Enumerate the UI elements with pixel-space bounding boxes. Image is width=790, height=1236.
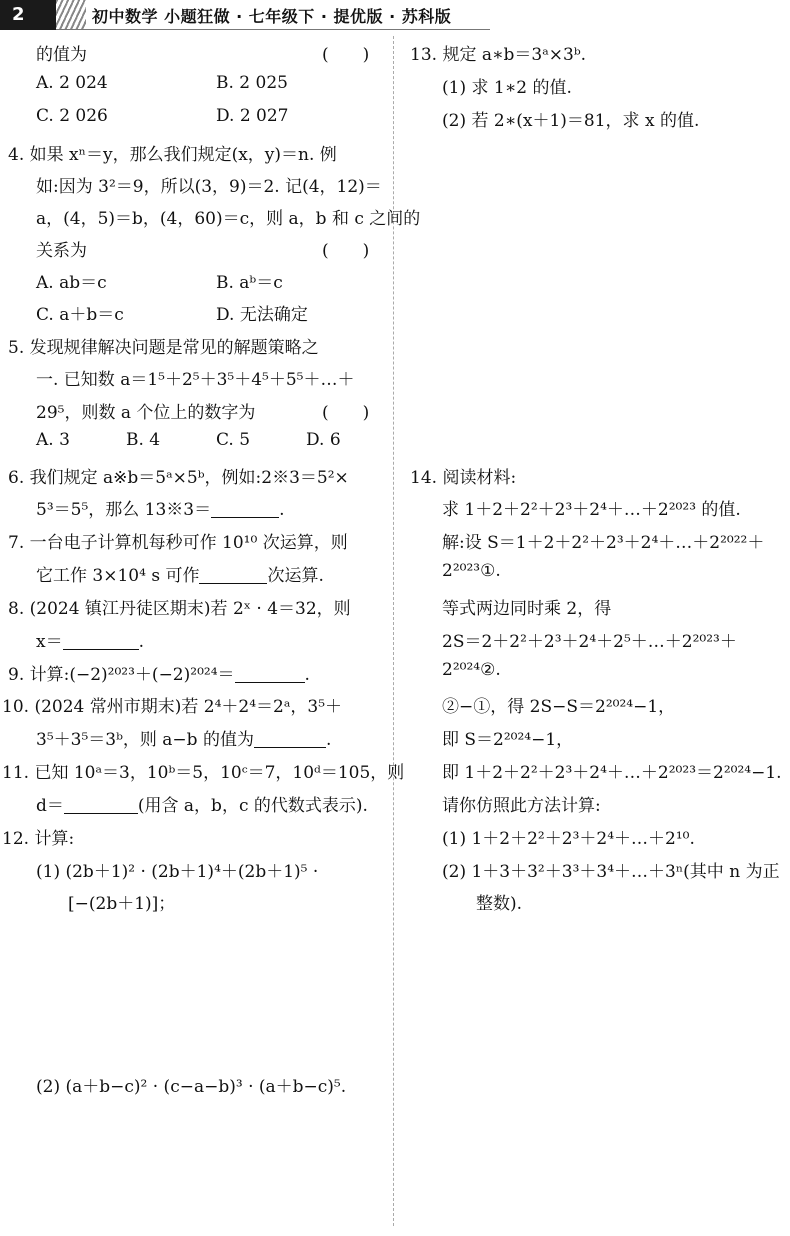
q7-answer-blank[interactable]	[199, 565, 267, 584]
header-rule	[56, 29, 490, 30]
q4-option-b: B. aᵇ＝c	[216, 273, 283, 293]
q4-line-1: 4. 如果 xⁿ＝y，那么我们规定(x，y)＝n. 例	[8, 145, 337, 165]
q14-line-11: 请你仿照此方法计算:	[442, 796, 601, 816]
q9-line-1	[8, 660, 310, 685]
q14-line-8: ②−①，得 2S−S＝2²⁰²⁴−1，	[442, 697, 676, 717]
q4-answer-paren: ( )	[322, 241, 370, 261]
q3-tail: 的值为	[36, 45, 87, 65]
q3-option-b: B. 2 025	[216, 73, 288, 93]
q12-part1-line-1: (1) (2b＋1)² · (2b＋1)⁴＋(2b＋1)⁵ ·	[36, 862, 319, 882]
q8-end: .	[138, 632, 144, 652]
q14-line-5: 等式两边同时乘 2，得	[442, 599, 612, 619]
q14-line-3: 解:设 S＝1＋2＋2²＋2³＋2⁴＋…＋2²⁰²²＋	[442, 533, 765, 553]
q9-text: 9. 计算:(−2)²⁰²³＋(−2)²⁰²⁴＝	[8, 665, 235, 685]
q5-answer-paren: ( )	[322, 403, 370, 423]
q11-line-1: 11. 已知 10ᵃ＝3，10ᵇ＝5，10ᶜ＝7，10ᵈ＝105，则	[2, 763, 405, 783]
q5-option-c: C. 5	[216, 430, 251, 450]
q6-line-2-text: 5³＝5⁵，那么 13※3＝	[36, 500, 212, 520]
q7-line-2-text: 它工作 3×10⁴ s 可作	[36, 566, 200, 586]
q8-line-2-text: x＝	[36, 632, 63, 652]
q3-option-c: C. 2 026	[36, 106, 108, 126]
q10-line-2-text: 3⁵＋3⁵＝3ᵇ，则 a−b 的值为	[36, 730, 254, 750]
page-number: 2	[0, 0, 56, 30]
q10-line-2	[36, 725, 331, 750]
q5-line-1: 5. 发现规律解决问题是常见的解题策略之	[8, 338, 319, 358]
q6-line-2	[36, 495, 285, 520]
q5-option-d: D. 6	[306, 430, 341, 450]
q12-title: 12. 计算:	[2, 829, 75, 849]
q3-option-d: D. 2 027	[216, 106, 289, 126]
header-title: 初中数学 小题狂做 · 七年级下 · 提优版 · 苏科版	[92, 7, 452, 26]
q5-option-b: B. 4	[126, 430, 161, 450]
q6-line-1: 6. 我们规定 a※b＝5ᵃ×5ᵇ，例如:2※3＝5²×	[8, 468, 349, 488]
q14-line-1: 14. 阅读材料:	[410, 468, 517, 488]
q11-answer-blank[interactable]	[64, 795, 138, 814]
q4-line-3: a，(4，5)＝b，(4，60)＝c，则 a，b 和 c 之间的	[36, 209, 421, 229]
q8-line-1: 8. (2024 镇江丹徒区期末)若 2ˣ · 4＝32，则	[8, 599, 351, 619]
q10-line-1: 10. (2024 常州市期末)若 2⁴＋2⁴＝2ᵃ，3⁵＋	[2, 697, 343, 717]
q11-line-2	[36, 791, 368, 816]
q8-line-2	[36, 627, 144, 652]
q13-part1: (1) 求 1∗2 的值.	[442, 78, 572, 98]
q8-answer-blank[interactable]	[63, 631, 139, 650]
q5-option-a: A. 3	[36, 430, 70, 450]
q12-part1-line-2: [−(2b＋1)]；	[68, 894, 176, 914]
q4-option-d: D. 无法确定	[216, 305, 308, 325]
q11-line-2-start: d＝	[36, 796, 64, 816]
q14-part2-line-1: (2) 1＋3＋3²＋3³＋3⁴＋…＋3ⁿ(其中 n 为正	[442, 862, 780, 882]
q4-option-a: A. ab＝c	[36, 273, 107, 293]
q3-answer-paren: ( )	[322, 45, 370, 65]
q7-line-2	[36, 561, 324, 586]
header-stripes	[56, 0, 86, 30]
q10-end: .	[325, 730, 332, 750]
q3-option-a: A. 2 024	[36, 73, 108, 93]
q4-line-2: 如:因为 3²＝9，所以(3，9)＝2. 记(4，12)＝	[36, 177, 382, 197]
q4-line-4: 关系为	[36, 241, 87, 261]
q7-line-2-end: 次运算.	[267, 566, 324, 586]
q11-line-2-end: (用含 a，b，c 的代数式表示).	[137, 796, 368, 816]
q5-line-3: 29⁵，则数 a 个位上的数字为	[36, 403, 256, 423]
q6-end: .	[279, 500, 285, 520]
page-header	[0, 0, 790, 30]
q7-line-1: 7. 一台电子计算机每秒可作 10¹⁰ 次运算，则	[8, 533, 348, 553]
q14-line-9: 即 S＝2²⁰²⁴−1，	[442, 730, 574, 750]
q13-part2: (2) 若 2∗(x＋1)＝81，求 x 的值.	[442, 111, 700, 131]
q6-answer-blank[interactable]	[211, 499, 279, 518]
q12-part2: (2) (a＋b−c)² · (c−a−b)³ · (a＋b−c)⁵.	[36, 1077, 347, 1097]
q10-answer-blank[interactable]	[254, 729, 326, 748]
q5-line-2: 一. 已知数 a＝1⁵＋2⁵＋3⁵＋4⁵＋5⁵＋…＋	[36, 370, 355, 390]
q14-line-7: 2²⁰²⁴②.	[442, 660, 501, 680]
q14-line-2: 求 1＋2＋2²＋2³＋2⁴＋…＋2²⁰²³ 的值.	[442, 500, 741, 520]
q14-part1: (1) 1＋2＋2²＋2³＋2⁴＋…＋2¹⁰.	[442, 829, 695, 849]
q14-line-6: 2S＝2＋2²＋2³＋2⁴＋2⁵＋…＋2²⁰²³＋	[442, 632, 737, 652]
q9-answer-blank[interactable]	[235, 664, 305, 683]
q9-end: .	[304, 665, 310, 685]
q14-line-10: 即 1＋2＋2²＋2³＋2⁴＋…＋2²⁰²³＝2²⁰²⁴−1.	[442, 763, 782, 783]
q4-option-c: C. a＋b＝c	[36, 305, 124, 325]
q13-line-1: 13. 规定 a∗b＝3ᵃ×3ᵇ.	[410, 45, 587, 65]
q14-line-4: 2²⁰²³①.	[442, 561, 501, 581]
q14-part2-line-2: 整数).	[476, 894, 523, 914]
